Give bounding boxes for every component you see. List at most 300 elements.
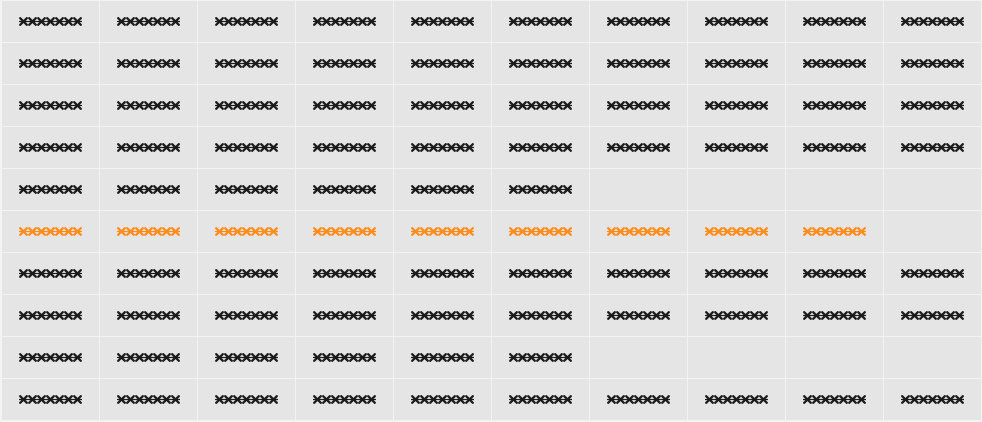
glyph-run (509, 352, 572, 363)
cross-hatch-glyph-icon (269, 100, 278, 111)
cross-hatch-glyph-icon (625, 142, 634, 153)
cross-hatch-glyph-icon (607, 16, 616, 27)
cross-hatch-glyph-icon (607, 268, 616, 279)
cross-hatch-glyph-icon (162, 100, 171, 111)
grid-cell (2, 127, 99, 168)
cross-hatch-glyph-icon (554, 352, 563, 363)
cross-hatch-glyph-icon (242, 184, 251, 195)
grid-cell (492, 127, 589, 168)
grid-cell (590, 337, 687, 378)
cross-hatch-glyph-icon (215, 184, 224, 195)
cross-hatch-glyph-icon (313, 142, 322, 153)
grid-cell (198, 379, 295, 420)
glyph-run (901, 16, 964, 27)
cross-hatch-glyph-icon (242, 16, 251, 27)
cross-hatch-glyph-icon (955, 58, 964, 69)
cross-hatch-glyph-icon (55, 268, 64, 279)
cross-hatch-glyph-icon (260, 310, 269, 321)
cross-hatch-glyph-icon (946, 268, 955, 279)
cross-hatch-glyph-icon (46, 394, 55, 405)
cross-hatch-glyph-icon (420, 142, 429, 153)
cross-hatch-glyph-icon (527, 184, 536, 195)
cross-hatch-glyph-icon (367, 268, 376, 279)
cross-hatch-glyph-icon (652, 268, 661, 279)
cross-hatch-glyph-icon (830, 100, 839, 111)
cross-hatch-glyph-icon (857, 142, 866, 153)
cross-hatch-glyph-icon (518, 226, 527, 237)
cross-hatch-glyph-icon (759, 268, 768, 279)
glyph-run (313, 16, 376, 27)
grid-cell (492, 1, 589, 42)
cross-hatch-glyph-icon (545, 352, 554, 363)
cross-hatch-glyph-icon (46, 310, 55, 321)
cross-hatch-glyph-icon (37, 142, 46, 153)
cross-hatch-glyph-icon (714, 268, 723, 279)
cross-hatch-glyph-icon (144, 394, 153, 405)
grid-cell (884, 337, 981, 378)
cross-hatch-glyph-icon (429, 16, 438, 27)
glyph-run (705, 100, 768, 111)
cross-hatch-glyph-icon (839, 16, 848, 27)
cross-hatch-glyph-icon (117, 16, 126, 27)
cross-hatch-glyph-icon (260, 352, 269, 363)
highlighted-glyph-run (803, 226, 866, 237)
cross-hatch-glyph-icon (251, 310, 260, 321)
cross-hatch-glyph-icon (652, 100, 661, 111)
glyph-run (215, 184, 278, 195)
grid-cell (492, 295, 589, 336)
glyph-run (705, 310, 768, 321)
grid-cell (100, 43, 197, 84)
cross-hatch-glyph-icon (251, 142, 260, 153)
cross-hatch-glyph-icon (937, 268, 946, 279)
cross-hatch-glyph-icon (171, 100, 180, 111)
cross-hatch-glyph-icon (545, 100, 554, 111)
cross-hatch-glyph-icon (509, 352, 518, 363)
glyph-run (509, 268, 572, 279)
cross-hatch-glyph-icon (144, 310, 153, 321)
cross-hatch-glyph-icon (162, 16, 171, 27)
cross-hatch-glyph-icon (955, 310, 964, 321)
glyph-run (19, 58, 82, 69)
cross-hatch-glyph-icon (812, 16, 821, 27)
cross-hatch-glyph-icon (554, 394, 563, 405)
cross-hatch-glyph-icon (438, 16, 447, 27)
cross-hatch-glyph-icon (19, 58, 28, 69)
cross-hatch-glyph-icon (153, 352, 162, 363)
cross-hatch-glyph-icon (456, 268, 465, 279)
cross-hatch-glyph-icon (554, 16, 563, 27)
cross-hatch-glyph-icon (224, 100, 233, 111)
cross-hatch-glyph-icon (518, 16, 527, 27)
cross-hatch-glyph-icon (527, 58, 536, 69)
cross-hatch-glyph-icon (420, 226, 429, 237)
cross-hatch-glyph-icon (723, 16, 732, 27)
cross-hatch-glyph-icon (331, 100, 340, 111)
cross-hatch-glyph-icon (117, 268, 126, 279)
cross-hatch-glyph-icon (812, 58, 821, 69)
grid-cell (786, 127, 883, 168)
cross-hatch-glyph-icon (251, 226, 260, 237)
cross-hatch-glyph-icon (643, 16, 652, 27)
glyph-run (705, 16, 768, 27)
grid-cell (688, 169, 785, 210)
cross-hatch-glyph-icon (135, 268, 144, 279)
cross-hatch-glyph-icon (349, 16, 358, 27)
cross-hatch-glyph-icon (224, 394, 233, 405)
cross-hatch-glyph-icon (340, 226, 349, 237)
cross-hatch-glyph-icon (367, 352, 376, 363)
glyph-run (117, 394, 180, 405)
cross-hatch-glyph-icon (901, 268, 910, 279)
glyph-run (215, 16, 278, 27)
glyph-run (215, 268, 278, 279)
cross-hatch-glyph-icon (331, 226, 340, 237)
glyph-run (705, 58, 768, 69)
cross-hatch-glyph-icon (910, 268, 919, 279)
cross-hatch-glyph-icon (563, 352, 572, 363)
highlighted-glyph-run (313, 226, 376, 237)
cross-hatch-glyph-icon (55, 394, 64, 405)
glyph-run (19, 100, 82, 111)
cross-hatch-glyph-icon (349, 226, 358, 237)
cross-hatch-glyph-icon (839, 142, 848, 153)
cross-hatch-glyph-icon (857, 100, 866, 111)
cross-hatch-glyph-icon (750, 100, 759, 111)
cross-hatch-glyph-icon (37, 100, 46, 111)
glyph-run (607, 268, 670, 279)
grid-cell (198, 337, 295, 378)
cross-hatch-glyph-icon (171, 352, 180, 363)
cross-hatch-glyph-icon (705, 268, 714, 279)
cross-hatch-glyph-icon (126, 184, 135, 195)
cross-hatch-glyph-icon (367, 184, 376, 195)
grid-cell (2, 169, 99, 210)
cross-hatch-glyph-icon (830, 394, 839, 405)
cross-hatch-glyph-icon (144, 268, 153, 279)
cross-hatch-glyph-icon (759, 100, 768, 111)
cross-hatch-glyph-icon (144, 352, 153, 363)
cross-hatch-glyph-icon (117, 352, 126, 363)
cross-hatch-glyph-icon (857, 268, 866, 279)
grid-cell (786, 295, 883, 336)
glyph-run (509, 16, 572, 27)
grid-cell (492, 43, 589, 84)
cross-hatch-glyph-icon (955, 268, 964, 279)
glyph-run (705, 142, 768, 153)
grid-cell (100, 127, 197, 168)
grid-cell (884, 85, 981, 126)
cross-hatch-glyph-icon (313, 58, 322, 69)
cross-hatch-glyph-icon (857, 58, 866, 69)
cross-hatch-glyph-icon (162, 310, 171, 321)
cross-hatch-glyph-icon (331, 268, 340, 279)
grid-cell (590, 169, 687, 210)
cross-hatch-glyph-icon (37, 226, 46, 237)
glyph-run (117, 58, 180, 69)
cross-hatch-glyph-icon (420, 394, 429, 405)
cross-hatch-glyph-icon (269, 310, 278, 321)
cross-hatch-glyph-icon (616, 58, 625, 69)
cross-hatch-glyph-icon (955, 394, 964, 405)
cross-hatch-glyph-icon (358, 394, 367, 405)
cross-hatch-glyph-icon (848, 58, 857, 69)
cross-hatch-glyph-icon (171, 16, 180, 27)
grid-cell (2, 379, 99, 420)
cross-hatch-glyph-icon (714, 394, 723, 405)
grid-cell (296, 337, 393, 378)
cross-hatch-glyph-icon (349, 100, 358, 111)
glyph-run (117, 310, 180, 321)
cross-hatch-glyph-icon (233, 142, 242, 153)
cross-hatch-glyph-icon (465, 394, 474, 405)
grid-cell (394, 1, 491, 42)
cross-hatch-glyph-icon (456, 16, 465, 27)
cross-hatch-glyph-icon (625, 310, 634, 321)
cross-hatch-glyph-icon (153, 268, 162, 279)
cross-hatch-glyph-icon (215, 16, 224, 27)
cross-hatch-glyph-icon (536, 394, 545, 405)
cross-hatch-glyph-icon (946, 100, 955, 111)
cross-hatch-glyph-icon (563, 310, 572, 321)
cross-hatch-glyph-icon (55, 226, 64, 237)
cross-hatch-glyph-icon (812, 226, 821, 237)
cross-hatch-glyph-icon (661, 268, 670, 279)
grid-cell (394, 295, 491, 336)
grid-cell (688, 85, 785, 126)
glyph-run (215, 58, 278, 69)
cross-hatch-glyph-icon (732, 268, 741, 279)
grid-cell (2, 295, 99, 336)
cross-hatch-glyph-icon (536, 226, 545, 237)
cross-hatch-glyph-icon (117, 58, 126, 69)
cross-hatch-glyph-icon (741, 142, 750, 153)
glyph-run (313, 58, 376, 69)
cross-hatch-glyph-icon (19, 226, 28, 237)
cross-hatch-glyph-icon (910, 394, 919, 405)
cross-hatch-glyph-icon (331, 184, 340, 195)
glyph-run (117, 352, 180, 363)
highlighted-glyph-run (117, 226, 180, 237)
cross-hatch-glyph-icon (37, 16, 46, 27)
grid-cell (100, 295, 197, 336)
cross-hatch-glyph-icon (456, 142, 465, 153)
cross-hatch-glyph-icon (135, 226, 144, 237)
cross-hatch-glyph-icon (563, 268, 572, 279)
grid-cell (786, 43, 883, 84)
cross-hatch-glyph-icon (634, 142, 643, 153)
cross-hatch-glyph-icon (518, 58, 527, 69)
cross-hatch-glyph-icon (429, 100, 438, 111)
cross-hatch-glyph-icon (251, 100, 260, 111)
cross-hatch-glyph-icon (233, 352, 242, 363)
cross-hatch-glyph-icon (545, 268, 554, 279)
cross-hatch-glyph-icon (224, 310, 233, 321)
glyph-run (901, 394, 964, 405)
cross-hatch-glyph-icon (28, 142, 37, 153)
glyph-run (803, 16, 866, 27)
cross-hatch-glyph-icon (616, 142, 625, 153)
cross-hatch-glyph-icon (242, 142, 251, 153)
grid-cell (688, 127, 785, 168)
cross-hatch-glyph-icon (661, 58, 670, 69)
cross-hatch-glyph-icon (313, 226, 322, 237)
cross-hatch-glyph-icon (233, 58, 242, 69)
cross-hatch-glyph-icon (215, 310, 224, 321)
cross-hatch-glyph-icon (73, 394, 82, 405)
cross-hatch-glyph-icon (759, 226, 768, 237)
cross-hatch-glyph-icon (509, 16, 518, 27)
cross-hatch-glyph-icon (429, 58, 438, 69)
cross-hatch-glyph-icon (313, 352, 322, 363)
cross-hatch-glyph-icon (153, 310, 162, 321)
grid-cell (296, 43, 393, 84)
cross-hatch-glyph-icon (126, 310, 135, 321)
glyph-run (901, 310, 964, 321)
glyph-run (509, 394, 572, 405)
grid-cell (2, 253, 99, 294)
grid-cell (394, 85, 491, 126)
cross-hatch-glyph-icon (928, 268, 937, 279)
cross-hatch-glyph-icon (625, 394, 634, 405)
cross-hatch-glyph-icon (563, 142, 572, 153)
cross-hatch-glyph-icon (465, 352, 474, 363)
cross-hatch-glyph-icon (607, 58, 616, 69)
cross-hatch-glyph-icon (830, 58, 839, 69)
cross-hatch-glyph-icon (144, 100, 153, 111)
cross-hatch-glyph-icon (429, 352, 438, 363)
grid-cell (394, 211, 491, 252)
cross-hatch-glyph-icon (661, 16, 670, 27)
grid-cell (394, 337, 491, 378)
cross-hatch-glyph-icon (438, 310, 447, 321)
cross-hatch-glyph-icon (901, 58, 910, 69)
glyph-run (509, 58, 572, 69)
cross-hatch-glyph-icon (803, 16, 812, 27)
cross-hatch-glyph-icon (144, 16, 153, 27)
highlighted-glyph-run (411, 226, 474, 237)
grid-cell (100, 253, 197, 294)
cross-hatch-glyph-icon (224, 16, 233, 27)
cross-hatch-glyph-icon (37, 268, 46, 279)
grid-cell (198, 295, 295, 336)
glyph-run (215, 394, 278, 405)
cross-hatch-glyph-icon (447, 310, 456, 321)
cross-hatch-glyph-icon (117, 226, 126, 237)
cross-hatch-glyph-icon (55, 352, 64, 363)
cross-hatch-glyph-icon (135, 58, 144, 69)
cross-hatch-glyph-icon (750, 58, 759, 69)
cross-hatch-glyph-icon (37, 184, 46, 195)
cross-hatch-glyph-icon (349, 352, 358, 363)
grid-cell (688, 379, 785, 420)
cross-hatch-glyph-icon (848, 394, 857, 405)
cross-hatch-glyph-icon (616, 226, 625, 237)
glyph-run (509, 142, 572, 153)
cross-hatch-glyph-icon (456, 100, 465, 111)
grid-cell (590, 85, 687, 126)
cross-hatch-glyph-icon (759, 142, 768, 153)
highlighted-glyph-run (607, 226, 670, 237)
cross-hatch-glyph-icon (411, 394, 420, 405)
cross-hatch-glyph-icon (260, 226, 269, 237)
grid-cell (590, 379, 687, 420)
cross-hatch-glyph-icon (224, 58, 233, 69)
cross-hatch-glyph-icon (331, 58, 340, 69)
cross-hatch-glyph-icon (643, 310, 652, 321)
cross-hatch-glyph-icon (260, 268, 269, 279)
cross-hatch-glyph-icon (955, 100, 964, 111)
cross-hatch-glyph-icon (750, 16, 759, 27)
cross-hatch-glyph-icon (126, 142, 135, 153)
cross-hatch-glyph-icon (215, 226, 224, 237)
cross-hatch-glyph-icon (447, 16, 456, 27)
cross-hatch-glyph-icon (251, 394, 260, 405)
cross-hatch-glyph-icon (928, 16, 937, 27)
glyph-run (411, 100, 474, 111)
cross-hatch-glyph-icon (465, 58, 474, 69)
cross-hatch-glyph-icon (126, 58, 135, 69)
cross-hatch-glyph-icon (429, 226, 438, 237)
grid-cell (492, 379, 589, 420)
cross-hatch-glyph-icon (420, 352, 429, 363)
cross-hatch-glyph-icon (465, 142, 474, 153)
grid-cell (2, 337, 99, 378)
cross-hatch-glyph-icon (37, 310, 46, 321)
cross-hatch-glyph-icon (634, 268, 643, 279)
grid-cell (884, 169, 981, 210)
cross-hatch-glyph-icon (714, 226, 723, 237)
grid-cell (590, 253, 687, 294)
glyph-run (117, 184, 180, 195)
cross-hatch-glyph-icon (215, 352, 224, 363)
cross-hatch-glyph-icon (705, 142, 714, 153)
cross-hatch-glyph-icon (928, 394, 937, 405)
cross-hatch-glyph-icon (19, 100, 28, 111)
grid-cell (100, 85, 197, 126)
grid-cell (198, 1, 295, 42)
cross-hatch-glyph-icon (634, 310, 643, 321)
cross-hatch-glyph-icon (135, 394, 144, 405)
cross-hatch-glyph-icon (536, 268, 545, 279)
cross-hatch-glyph-icon (536, 100, 545, 111)
cross-hatch-glyph-icon (73, 142, 82, 153)
cross-hatch-glyph-icon (55, 58, 64, 69)
cross-hatch-glyph-icon (830, 142, 839, 153)
cross-hatch-glyph-icon (358, 268, 367, 279)
cross-hatch-glyph-icon (518, 352, 527, 363)
cross-hatch-glyph-icon (171, 226, 180, 237)
cross-hatch-glyph-icon (643, 226, 652, 237)
cross-hatch-glyph-icon (322, 268, 331, 279)
cross-hatch-glyph-icon (732, 142, 741, 153)
cross-hatch-glyph-icon (652, 58, 661, 69)
cross-hatch-glyph-icon (821, 310, 830, 321)
cross-hatch-glyph-icon (705, 100, 714, 111)
cross-hatch-glyph-icon (313, 394, 322, 405)
glyph-run (411, 142, 474, 153)
cross-hatch-glyph-icon (812, 310, 821, 321)
cross-hatch-glyph-icon (536, 142, 545, 153)
glyph-run (313, 352, 376, 363)
grid-cell (492, 85, 589, 126)
cross-hatch-glyph-icon (73, 226, 82, 237)
cross-hatch-glyph-icon (349, 268, 358, 279)
glyph-run (411, 58, 474, 69)
cross-hatch-glyph-icon (616, 16, 625, 27)
cross-hatch-glyph-icon (19, 184, 28, 195)
cross-hatch-glyph-icon (349, 394, 358, 405)
